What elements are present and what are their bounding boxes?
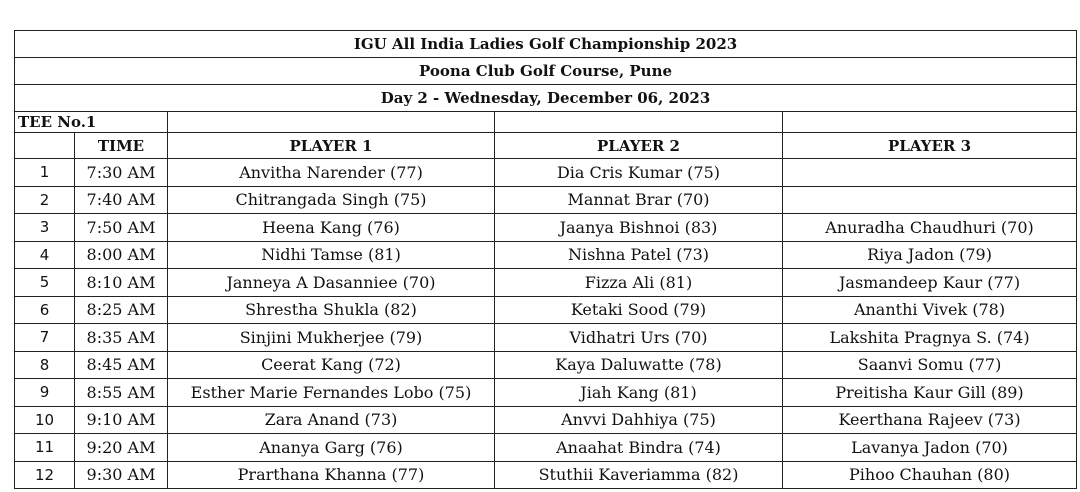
table-row [15, 324, 1077, 352]
player-2-cell: Nishna Patel (73) [495, 241, 783, 269]
player-1-cell: Esther Marie Fernandes Lobo (75) [168, 379, 495, 407]
tee-times-table [14, 30, 1077, 489]
header-number-blank [15, 133, 75, 159]
player-1-cell: Shrestha Shukla (82) [168, 296, 495, 324]
tee-time: 7:50 AM [75, 214, 168, 242]
header-time: TIME [75, 133, 168, 159]
player-3-cell: Anuradha Chaudhuri (70) [783, 214, 1077, 242]
pairing-number: 8 [15, 351, 75, 379]
player-1-cell: Nidhi Tamse (81) [168, 241, 495, 269]
tee-time: 8:35 AM [75, 324, 168, 352]
header-player-3: PLAYER 3 [783, 133, 1077, 159]
pairing-number: 9 [15, 379, 75, 407]
player-3-cell: Lavanya Jadon (70) [783, 434, 1077, 462]
header-player-1: PLAYER 1 [168, 133, 495, 159]
player-2-cell: Mannat Brar (70) [495, 186, 783, 214]
tee-time: 9:10 AM [75, 406, 168, 434]
venue-name: Poona Club Golf Course, Pune [15, 58, 1077, 85]
tee-time: 7:30 AM [75, 159, 168, 187]
pairing-number: 6 [15, 296, 75, 324]
tee-label: TEE No.1 [15, 112, 168, 133]
pairing-number: 1 [15, 159, 75, 187]
day-date: Day 2 - Wednesday, December 06, 2023 [15, 85, 1077, 112]
column-header-row [15, 133, 1077, 159]
pairing-number: 5 [15, 269, 75, 297]
player-1-cell: Chitrangada Singh (75) [168, 186, 495, 214]
tee-time: 7:40 AM [75, 186, 168, 214]
tee-time: 9:30 AM [75, 461, 168, 489]
tee-time: 8:45 AM [75, 351, 168, 379]
player-3-cell [783, 186, 1077, 214]
player-2-cell: Vidhatri Urs (70) [495, 324, 783, 352]
tee-sheet [14, 30, 1077, 489]
table-row [15, 406, 1077, 434]
player-3-cell [783, 159, 1077, 187]
pairing-number: 2 [15, 186, 75, 214]
player-2-cell: Ketaki Sood (79) [495, 296, 783, 324]
player-1-cell: Anvitha Narender (77) [168, 159, 495, 187]
day-row [15, 85, 1077, 112]
venue-row [15, 58, 1077, 85]
player-3-cell: Lakshita Pragnya S. (74) [783, 324, 1077, 352]
table-row [15, 461, 1077, 489]
pairing-number: 10 [15, 406, 75, 434]
table-row [15, 214, 1077, 242]
pairing-number: 7 [15, 324, 75, 352]
tee-blank [783, 112, 1077, 133]
table-row [15, 186, 1077, 214]
header-player-2: PLAYER 2 [495, 133, 783, 159]
tee-time: 9:20 AM [75, 434, 168, 462]
table-row [15, 434, 1077, 462]
pairing-number: 3 [15, 214, 75, 242]
player-2-cell: Anaahat Bindra (74) [495, 434, 783, 462]
player-1-cell: Ananya Garg (76) [168, 434, 495, 462]
player-2-cell: Kaya Daluwatte (78) [495, 351, 783, 379]
championship-title: IGU All India Ladies Golf Championship 2023 [15, 31, 1077, 58]
player-3-cell: Keerthana Rajeev (73) [783, 406, 1077, 434]
table-row [15, 379, 1077, 407]
player-2-cell: Jaanya Bishnoi (83) [495, 214, 783, 242]
pairing-number: 12 [15, 461, 75, 489]
tee-blank [168, 112, 495, 133]
table-row [15, 159, 1077, 187]
player-3-cell: Riya Jadon (79) [783, 241, 1077, 269]
player-1-cell: Ceerat Kang (72) [168, 351, 495, 379]
tee-time: 8:25 AM [75, 296, 168, 324]
player-2-cell: Dia Cris Kumar (75) [495, 159, 783, 187]
tee-time: 8:55 AM [75, 379, 168, 407]
table-row [15, 269, 1077, 297]
tee-time: 8:10 AM [75, 269, 168, 297]
player-1-cell: Prarthana Khanna (77) [168, 461, 495, 489]
table-row [15, 296, 1077, 324]
player-2-cell: Jiah Kang (81) [495, 379, 783, 407]
table-row [15, 351, 1077, 379]
tee-row [15, 112, 1077, 133]
title-row [15, 31, 1077, 58]
tee-blank [495, 112, 783, 133]
player-3-cell: Preitisha Kaur Gill (89) [783, 379, 1077, 407]
player-3-cell: Jasmandeep Kaur (77) [783, 269, 1077, 297]
player-2-cell: Fizza Ali (81) [495, 269, 783, 297]
player-1-cell: Zara Anand (73) [168, 406, 495, 434]
player-3-cell: Saanvi Somu (77) [783, 351, 1077, 379]
player-2-cell: Anvvi Dahhiya (75) [495, 406, 783, 434]
player-1-cell: Janneya A Dasanniee (70) [168, 269, 495, 297]
player-1-cell: Sinjini Mukherjee (79) [168, 324, 495, 352]
player-3-cell: Ananthi Vivek (78) [783, 296, 1077, 324]
table-row [15, 241, 1077, 269]
tee-time: 8:00 AM [75, 241, 168, 269]
pairing-number: 4 [15, 241, 75, 269]
player-2-cell: Stuthii Kaveriamma (82) [495, 461, 783, 489]
player-1-cell: Heena Kang (76) [168, 214, 495, 242]
pairing-number: 11 [15, 434, 75, 462]
player-3-cell: Pihoo Chauhan (80) [783, 461, 1077, 489]
